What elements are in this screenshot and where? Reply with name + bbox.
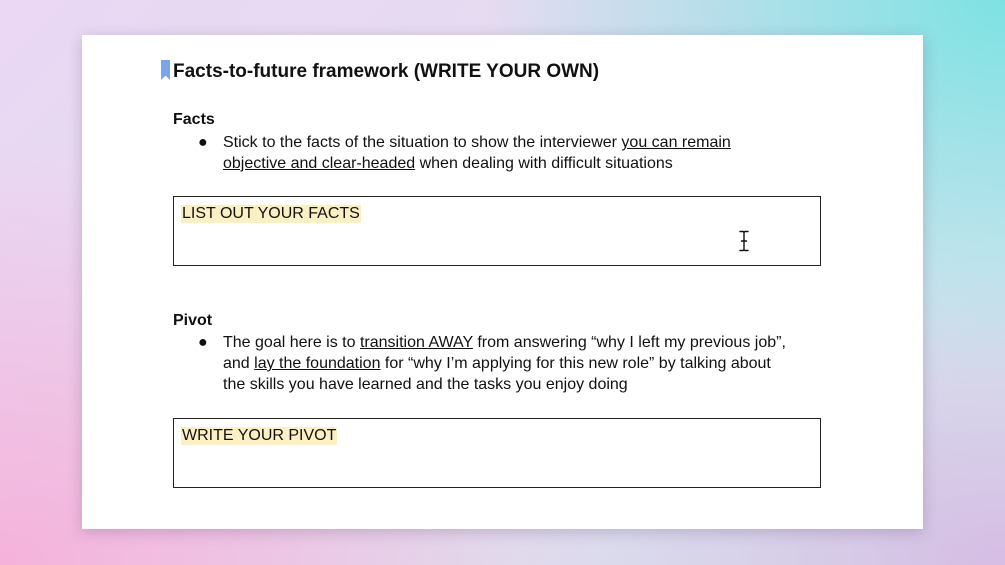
bullet-icon: ● xyxy=(198,334,208,351)
pivot-input-box[interactable] xyxy=(173,418,821,488)
document-page[interactable] xyxy=(82,35,923,529)
facts-input-box[interactable] xyxy=(173,196,821,266)
facts-bullet-text-end: when dealing with difficult situations xyxy=(415,155,673,172)
section-heading-pivot: Pivot xyxy=(173,312,213,329)
pivot-bullet-item xyxy=(173,332,793,395)
facts-bullet-underlined-text: you can remain objective and clear-headed xyxy=(223,134,731,172)
pivot-bullet-text-middle: from answering “why I left my previous job”, and xyxy=(223,334,786,372)
pivot-bullet-underlined-transition: transition AWAY xyxy=(359,334,473,351)
pivot-bullet-text: The goal here is to xyxy=(223,334,360,351)
facts-bullet-list xyxy=(173,132,793,174)
pivot-bullet-text-end: for “why I’m applying for this new role” by talking about the skills you have learned and the tasks you enjoy doing xyxy=(223,355,771,393)
facts-box-prompt: LIST OUT YOUR FACTS xyxy=(182,205,360,222)
pivot-bullet-list xyxy=(173,332,793,395)
pivot-bullet-underlined-foundation: lay the foundation xyxy=(254,355,381,372)
section-heading-facts: Facts xyxy=(173,111,215,128)
facts-bullet-item xyxy=(173,132,793,174)
text-cursor-icon xyxy=(737,230,751,252)
bookmark-icon[interactable] xyxy=(161,60,170,80)
bullet-icon: ● xyxy=(198,134,208,151)
facts-bullet-text: Stick to the facts of the situation to show the interviewer xyxy=(223,134,622,151)
document-title: Facts-to-future framework (WRITE YOUR OWN) xyxy=(173,61,600,82)
pivot-box-prompt: WRITE YOUR PIVOT xyxy=(182,427,337,444)
